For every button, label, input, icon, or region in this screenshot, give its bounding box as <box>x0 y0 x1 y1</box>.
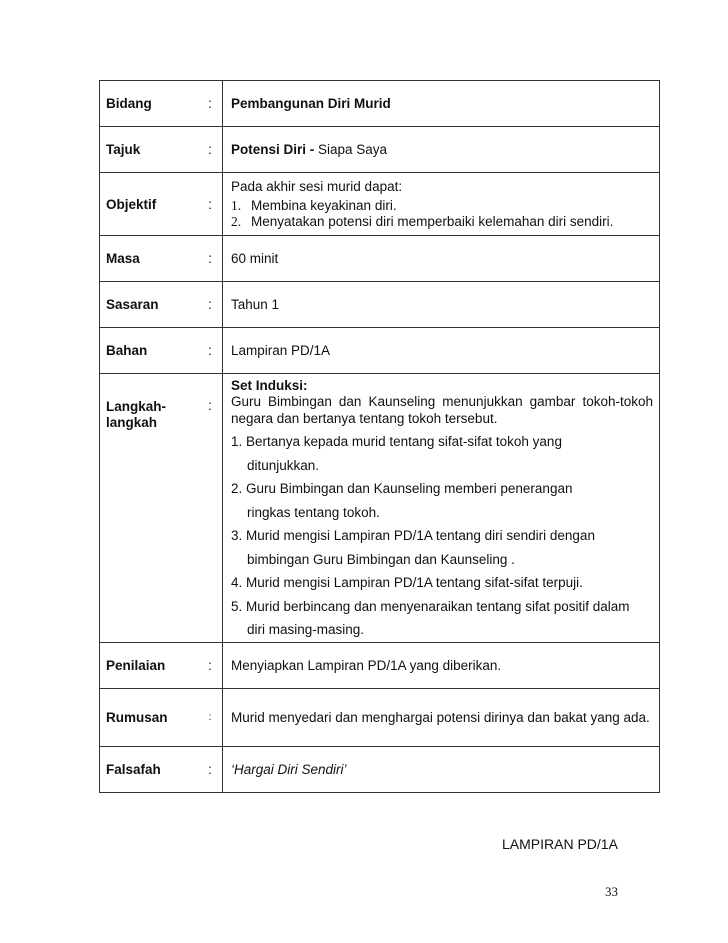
list-item: 1. Bertanya kepada murid tentang sifat-sifat tokoh yang <box>231 434 562 449</box>
label-masa: Masa <box>100 236 199 282</box>
value-masa: 60 minit <box>223 236 660 282</box>
label-langkah <box>100 374 199 643</box>
item-number: 2. <box>231 214 242 229</box>
colon: : <box>198 747 223 793</box>
label-tajuk: Tajuk <box>100 127 199 173</box>
list-item-cont: ringkas tentang tokoh. <box>247 504 380 520</box>
colon: : <box>198 127 223 173</box>
row-sasaran <box>100 282 660 328</box>
row-penilaian <box>100 643 660 689</box>
set-induksi-title: Set Induksi: <box>231 378 308 393</box>
label-bahan: Bahan <box>100 328 199 374</box>
list-item-cont: bimbingan Guru Bimbingan dan Kaunseling . <box>247 551 515 567</box>
value-sasaran: Tahun 1 <box>223 282 660 328</box>
value-tajuk <box>223 127 660 173</box>
list-item: 3. Murid mengisi Lampiran PD/1A tentang diri sendiri dengan <box>231 528 595 543</box>
value-bidang: Pembangunan Diri Murid <box>223 81 660 127</box>
value-penilaian: Menyiapkan Lampiran PD/1A yang diberikan. <box>223 643 660 689</box>
list-item: 4. Murid mengisi Lampiran PD/1A tentang sifat-sifat terpuji. <box>231 575 583 590</box>
appendix-label: LAMPIRAN PD/1A <box>502 836 618 852</box>
list-item-cont: ditunjukkan. <box>247 457 320 473</box>
objektif-intro: Pada akhir sesi murid dapat: <box>231 179 403 194</box>
list-item: 5. Murid berbincang dan menyenaraikan tentang sifat positif dalam <box>231 598 630 614</box>
page-number: 33 <box>605 884 618 899</box>
row-falsafah <box>100 747 660 793</box>
list-item <box>231 214 653 230</box>
row-tajuk <box>100 127 660 173</box>
objektif-list <box>231 198 653 230</box>
row-bidang <box>100 81 660 127</box>
label-langkah-line2: langkah <box>106 415 158 430</box>
colon: : <box>198 643 223 689</box>
value-rumusan: Murid menyedari dan menghargai potensi dirinya dan bakat yang ada. <box>223 689 660 747</box>
set-induksi-text: Guru Bimbingan dan Kaunseling menunjukkan gambar tokoh-tokoh negara dan bertanya tentang tokoh tersebut. <box>231 394 653 426</box>
value-bahan: Lampiran PD/1A <box>223 328 660 374</box>
colon: : <box>198 173 223 236</box>
label-rumusan: Rumusan <box>100 689 199 747</box>
row-bahan <box>100 328 660 374</box>
row-objektif <box>100 173 660 236</box>
item-text: Menyatakan potensi diri memperbaiki kelemahan diri sendiri. <box>251 214 614 229</box>
value-tajuk-bold: Potensi Diri - <box>231 142 315 157</box>
value-tajuk-normal: Siapa Saya <box>314 142 388 157</box>
steps-list <box>231 430 653 642</box>
value-langkah <box>223 374 660 643</box>
list-item-cont: diri masing-masing. <box>247 622 365 637</box>
row-masa <box>100 236 660 282</box>
colon: : <box>198 282 223 328</box>
colon: : <box>198 81 223 127</box>
item-text: Membina keyakinan diri. <box>251 198 397 213</box>
row-langkah <box>100 374 660 643</box>
list-item: 2. Guru Bimbingan dan Kaunseling memberi penerangan <box>231 481 573 496</box>
value-falsafah: ‘Hargai Diri Sendiri’ <box>223 747 660 793</box>
lesson-plan-table <box>99 80 660 793</box>
colon: : <box>198 374 223 643</box>
label-objektif: Objektif <box>100 173 199 236</box>
item-number: 1. <box>231 198 242 213</box>
colon: : <box>198 689 223 747</box>
row-rumusan <box>100 689 660 747</box>
colon: : <box>198 236 223 282</box>
label-sasaran: Sasaran <box>100 282 199 328</box>
label-penilaian: Penilaian <box>100 643 199 689</box>
label-falsafah: Falsafah <box>100 747 199 793</box>
colon: : <box>198 328 223 374</box>
value-objektif <box>223 173 660 236</box>
label-langkah-line1: Langkah- <box>106 399 167 414</box>
label-bidang: Bidang <box>100 81 199 127</box>
list-item <box>231 198 653 214</box>
